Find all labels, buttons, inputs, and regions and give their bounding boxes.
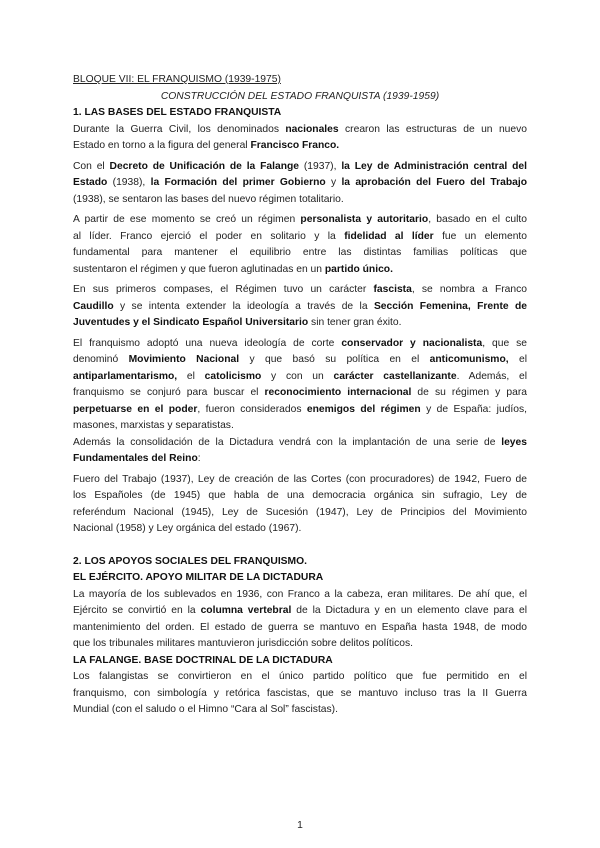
s1-paragraph-3: A partir de ese momento se creó un régimen personalista y autoritario, basado en el culto al líder. Franco ejerció el poder en solitario y la fidelidad al líder fue un elemento fundamental para mantener el equilibrio entre las distintas familias políticas que sustentaron el régimen y que fueron aglutinadas en un partido único. [73, 214, 528, 275]
document-subtitle: CONSTRUCCIÓN DEL ESTADO FRANQUISTA (1939-1959) [160, 90, 440, 102]
s1-paragraph-4: En sus primeros compases, el Régimen tuvo un carácter fascista, se nombra a Franco Caudillo y se intenta extender la ideología a través de la Sección Femenina, Frente de Juventudes y el Sindicato Español Universitario sin tener gran éxito. [73, 284, 527, 328]
section-2-title: 2. LOS APOYOS SOCIALES DEL FRANQUISMO. [73, 555, 307, 567]
subsection-ejercito-title: EL EJÉRCITO. APOYO MILITAR DE LA DICTADURA [73, 572, 324, 583]
s1-paragraph-1: Durante la Guerra Civil, los denominados nacionales crearon las estructuras de un nuevo Estado en torno a la figura del general Francisco Franco. [73, 123, 527, 151]
page-number: 1 [297, 820, 303, 831]
document-body [73, 72, 527, 719]
subsection-falange-title: LA FALANGE. BASE DOCTRINAL DE LA DICTADURA [73, 654, 333, 666]
s1-paragraph-2: Con el Decreto de Unificación de la Falange (1937), la Ley de Administración central del Estado (1938), la Formación del primer Gobierno y la aprobación del Fuero del Trabajo (1938), se sentaron las bases del nuevo régimen totalitario. [73, 160, 527, 205]
bloque-heading: BLOQUE VII: EL FRANQUISMO (1939-1975) [73, 74, 281, 85]
s2-paragraph-2: Los falangistas se convirtieron en el único partido político que fue permitido en el franquismo, con simbología y retórica fascistas, que se mantuvo incluso tras la II Guerra Mundial (con el saludo o el Himno “Cara al Sol” fascistas). [73, 671, 527, 715]
s2-paragraph-1: La mayoría de los sublevados en 1936, con Franco a la cabeza, eran militares. De ahí que, el Ejército se convirtió en la columna vertebral de la Dictadura y en un elemento clave para el mantenimiento del orden. El estado de guerra se mantuvo en España hasta 1948, de modo que los tribunales militares mantuvieron jurisdicción sobre delitos políticos. [73, 588, 527, 649]
s1-paragraph-5: El franquismo adoptó una nueva ideología de corte conservador y nacionalista, que se denominó Movimiento Nacional y que basó su política en el anticomunismo, el antiparlamentarismo, el catolicismo y con un carácter castellanizante. Además, el franquismo se conjuró para buscar el reconocimiento internacional de su régimen y para perpetuarse en el poder, fueron considerados enemigos del régimen y de España: judíos, masones, marxistas y separatistas. [73, 337, 527, 431]
section-1-title: 1. LAS BASES DEL ESTADO FRANQUISTA [73, 107, 282, 118]
s1-paragraph-7: Fuero del Trabajo (1937), Ley de creación de las Cortes (con procuradores) de 1942, Fuero de los Españoles (de 1945) que habla de una democracia orgánica sin sufragio, Ley de referéndum Nacional (1945), Ley de Sucesión (1947), Ley de Principios del Movimiento Nacional (1958) y Ley orgánica del estado (1967). [73, 473, 527, 534]
s1-paragraph-6: Además la consolidación de la Dictadura vendrá con la implantación de una serie de leyes Fundamentales del Reino: [73, 436, 527, 464]
